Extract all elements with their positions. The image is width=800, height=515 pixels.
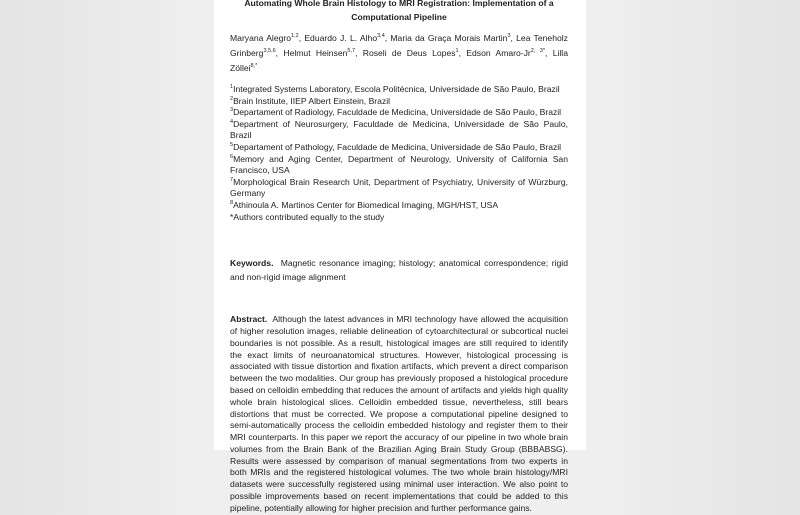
affiliation	[230, 177, 568, 200]
author-name: Edson Amaro-Jr	[466, 48, 531, 58]
author-affiliation-mark: 1	[455, 48, 459, 55]
keywords-label: Keywords.	[230, 258, 274, 269]
affiliation-mark: 5	[230, 142, 234, 149]
affiliation-mark: 4	[230, 118, 234, 125]
author-affiliation-mark: 3,5,6	[263, 48, 276, 55]
author-affiliation-mark: 1,2	[291, 33, 299, 40]
affiliation-list	[230, 84, 568, 212]
author-name: Eduardo J. L. Alho	[304, 33, 378, 43]
author-name: Maria da Graça Morais Martin	[390, 33, 508, 43]
author-affiliation-mark: 8,*	[250, 63, 258, 70]
affiliation-text: Department of Neurosurgery, Faculdade de Medicina, Universidade de São Paulo, Brazil	[230, 118, 568, 141]
affiliation-mark: 7	[230, 176, 234, 183]
keywords-text: Magnetic resonance imaging; histology; anatomical correspondence; rigid and non-rigid image alignment	[230, 258, 568, 283]
equal-contribution-note: *Authors contributed equally to the study	[230, 211, 385, 222]
affiliation-mark: 2	[230, 95, 234, 102]
author	[466, 48, 545, 58]
author	[283, 48, 355, 58]
abstract-label: Abstract.	[230, 314, 268, 325]
affiliation	[230, 119, 568, 142]
affiliation-text: Athinoula A. Martinos Center for Biomedical Imaging, MGH/HST, USA	[233, 199, 499, 210]
affiliation	[230, 154, 568, 177]
author-name: Helmut Heinsen	[283, 48, 348, 58]
keywords	[230, 256, 568, 284]
paper-title: Automating Whole Brain Histology to MRI Registration: Implementation of a Computational Pipeline	[244, 0, 554, 22]
author	[304, 33, 384, 43]
affiliation	[230, 107, 568, 119]
affiliation-text: Integrated Systems Laboratory, Escola Politécnica, Universidade de São Paulo, Brazil	[233, 84, 560, 94]
abstract-text: Although the latest advances in MRI technology have allowed the acquisition of higher resolution images, reliable delineation of cytoarchitectural or subcortical nuclei boundaries is not possible. As a result, histological images are still required to identify the exact limits of neuroanatomical structures. However, histological processing is associated with tissue distortion and fixation artifacts, which prevent a direct comparison between the two modalities. Our group has previously proposed a histological procedure based on celloidin embedding that reduces the amount of artifacts and yields high quality whole brain histological slices. Celloidin embedded tissue, nevertheless, still bears distortions that must be corrected. We propose a computational pipeline designed to semi-automatically process the celloidin embedded histology and register them to their MRI counterparts. In this paper we report the accuracy of our pipeline in two whole brain volumes from the Brain Bank of the Brazilian Aging Brain Study Group (BBBABSG). Results were assessed by comparison of manual segmentations from two experts in both MRIs and the registered histological volumes. The two whole brain histology/MRI datasets were successfully registered using minimal user interaction. We also point to possible improvements based on recent implementations that could be added to this pipeline, potentially allowing for higher precision and further performance gains.	[230, 314, 568, 513]
affiliation-mark: 8	[230, 200, 234, 207]
affiliation-text: Departament of Radiology, Faculdade de Medicina, Universidade de São Paulo, Brazil	[233, 107, 562, 118]
author	[363, 48, 459, 58]
affiliation	[230, 142, 568, 154]
author-list: Maryana Alegro$^{1,2}$, Eduardo J. L. Alho$^{3,4}$, Maria da Graça Morais Martin$^3$, Lea Teneholz Grinberg$^{3,5,6}$, Helmut Heinsen$^{5,7}$, Roseli de Deus Lopes$^1$, Edson Amaro-$Jr^{2, 3*}$, Lilla Zöllei$^{8,*}$	[230, 33, 568, 73]
author-name: Lea Teneholz Grinberg	[230, 33, 568, 58]
document-page	[214, 0, 586, 513]
affiliation-mark: 3	[230, 107, 234, 114]
author-affiliation-mark: 5,7	[347, 48, 356, 55]
author	[230, 33, 299, 43]
affiliation-text: Memory and Aging Center, Department of Neurology, University of California San Francisco, USA	[230, 153, 568, 176]
affiliation-text: Brain Institute, IIEP Albert Einstein, Brazil	[233, 95, 391, 106]
affiliation-mark: 6	[230, 153, 234, 160]
abstract	[230, 314, 568, 515]
affiliation	[230, 96, 568, 108]
author	[390, 33, 510, 43]
affiliation	[230, 200, 568, 212]
affiliation	[230, 84, 568, 96]
author-name: Roseli de Deus Lopes	[362, 48, 456, 58]
author-affiliation-mark: 3	[507, 33, 511, 40]
author-affiliation-mark: 3,4	[377, 33, 385, 40]
affiliation-mark: 1	[230, 84, 234, 91]
author-name: Lilla Zöllei	[230, 48, 568, 73]
author-affiliation-mark: 2, 3*	[530, 48, 546, 55]
affiliation-text: Morphological Brain Research Unit, Department of Psychiatry, University of Würzburg, Germany	[230, 176, 568, 199]
author-name: Maryana Alegro	[230, 33, 292, 43]
affiliation-text: Departament of Pathology, Faculdade de Medicina, Universidade de São Paulo, Brazil	[233, 141, 562, 152]
